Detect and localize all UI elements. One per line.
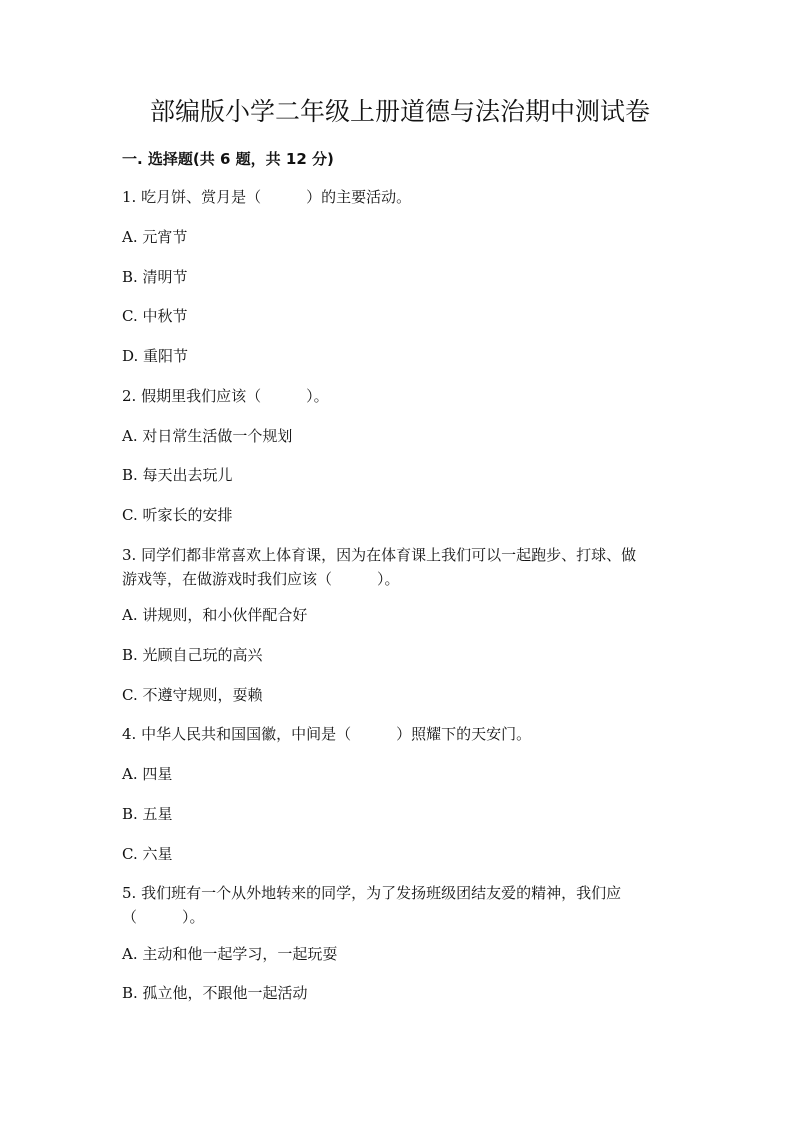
question-3-option-a[interactable]: A. 讲规则，和小伙伴配合好 [122, 606, 308, 624]
question-5-stem-line-1: 5. 我们班有一个从外地转来的同学，为了发扬班级团结友爱的精神，我们应 [122, 884, 622, 902]
question-2-stem: 2. 假期里我们应该（ ）。 [122, 387, 329, 405]
question-5-stem-line-2: （ ）。 [122, 908, 205, 926]
question-5-option-a[interactable]: A. 主动和他一起学习，一起玩耍 [122, 945, 338, 963]
question-3-stem-line-1: 3. 同学们都非常喜欢上体育课，因为在体育课上我们可以一起跑步、打球、做 [122, 546, 637, 564]
question-1-option-b[interactable]: B. 清明节 [122, 268, 188, 286]
question-1-option-c[interactable]: C. 中秋节 [122, 307, 188, 325]
question-3-option-c[interactable]: C. 不遵守规则，耍赖 [122, 686, 263, 704]
page-title: 部编版小学二年级上册道德与法治期中测试卷 [149, 97, 650, 126]
question-4-option-b[interactable]: B. 五星 [122, 805, 173, 823]
question-3-option-b[interactable]: B. 光顾自己玩的高兴 [122, 646, 263, 664]
question-3-stem-line-2: 游戏等，在做游戏时我们应该（ ）。 [122, 570, 400, 588]
question-5-option-b[interactable]: B. 孤立他，不跟他一起活动 [122, 984, 308, 1002]
question-4-option-a[interactable]: A. 四星 [122, 765, 173, 783]
question-1-stem: 1. 吃月饼、赏月是（ ）的主要活动。 [122, 188, 412, 206]
question-2-option-b[interactable]: B. 每天出去玩儿 [122, 466, 233, 484]
question-4-stem: 4. 中华人民共和国国徽，中间是（ ）照耀下的天安门。 [122, 725, 532, 743]
question-4-option-c[interactable]: C. 六星 [122, 845, 173, 863]
question-1-option-d[interactable]: D. 重阳节 [122, 347, 189, 365]
question-2-option-c[interactable]: C. 听家长的安排 [122, 506, 233, 524]
question-1-option-a[interactable]: A. 元宵节 [122, 228, 188, 246]
question-2-option-a[interactable]: A. 对日常生活做一个规划 [122, 427, 293, 445]
section-heading: 一. 选择题(共 6 题，共 12 分) [122, 150, 334, 168]
